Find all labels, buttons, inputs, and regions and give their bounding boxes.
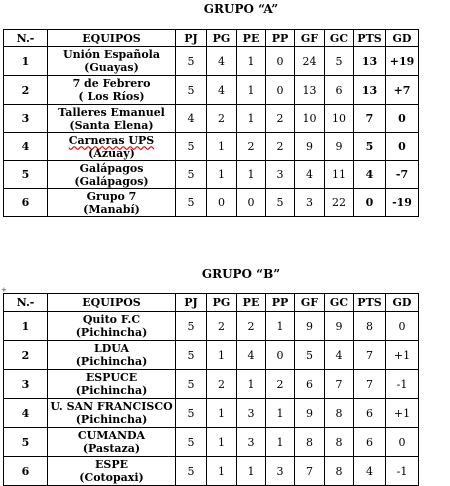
stat-pj: 5 bbox=[176, 76, 207, 105]
col-header-n: N.- bbox=[4, 294, 48, 312]
table-row bbox=[4, 133, 419, 161]
stat-pts: 13 bbox=[354, 47, 386, 76]
table-row bbox=[4, 312, 419, 341]
table-row bbox=[4, 428, 419, 457]
col-header-pg: PG bbox=[207, 294, 237, 312]
team-name: Quito F.C bbox=[82, 313, 141, 326]
stat-pj: 5 bbox=[176, 189, 207, 217]
team-province: (Pastaza) bbox=[82, 442, 141, 455]
table-row bbox=[4, 47, 419, 76]
group-b-table bbox=[3, 293, 419, 486]
stat-gd: -19 bbox=[386, 189, 419, 217]
stat-pg: 1 bbox=[207, 341, 237, 370]
stat-pts: 6 bbox=[354, 428, 386, 457]
col-header-pts: PTS bbox=[354, 30, 386, 47]
rank: 3 bbox=[4, 105, 48, 133]
team-name: LDUA bbox=[93, 342, 130, 355]
col-header-pe: PE bbox=[237, 30, 266, 47]
col-header-gc: GC bbox=[325, 294, 354, 312]
stat-pts: 4 bbox=[354, 457, 386, 486]
stat-pts: 5 bbox=[354, 133, 386, 161]
team-cell bbox=[48, 428, 176, 457]
team-province: (Guayas) bbox=[84, 61, 139, 74]
col-header-gd: GD bbox=[386, 30, 419, 47]
stat-pp: 1 bbox=[266, 312, 295, 341]
stat-pp: 0 bbox=[266, 341, 295, 370]
stat-gc: 10 bbox=[325, 105, 354, 133]
stat-pj: 5 bbox=[176, 161, 207, 189]
col-header-gf: GF bbox=[295, 294, 325, 312]
team-province: (Santa Elena) bbox=[69, 118, 154, 132]
group-a-title: GRUPO “A” bbox=[203, 2, 279, 16]
stat-pg: 1 bbox=[207, 399, 237, 428]
team-name: Galápagos bbox=[79, 161, 144, 175]
team-province: (Azuay) bbox=[88, 146, 135, 160]
stat-pp: 0 bbox=[266, 76, 295, 105]
stat-gf: 9 bbox=[295, 399, 325, 428]
stat-pj: 5 bbox=[176, 399, 207, 428]
stat-gf: 5 bbox=[295, 341, 325, 370]
stat-pts: 6 bbox=[354, 399, 386, 428]
team-cell bbox=[48, 370, 176, 399]
stat-pe: 1 bbox=[237, 161, 266, 189]
rank: 2 bbox=[4, 76, 48, 105]
stat-pts: 7 bbox=[354, 370, 386, 399]
team-province: (Cotopaxi) bbox=[79, 471, 144, 484]
rank: 6 bbox=[4, 457, 48, 486]
group-a-table bbox=[3, 29, 419, 217]
stat-pe: 3 bbox=[237, 399, 266, 428]
table-row bbox=[4, 105, 419, 133]
team-province: (Pichincha) bbox=[75, 413, 148, 426]
team-name: ESPE bbox=[95, 458, 128, 471]
stat-gf: 24 bbox=[295, 47, 325, 76]
team-cell bbox=[48, 341, 176, 370]
team-name: ESPUCE bbox=[85, 371, 138, 384]
stat-pts: 7 bbox=[354, 105, 386, 133]
table-row bbox=[4, 457, 419, 486]
stat-pj: 5 bbox=[176, 133, 207, 161]
stat-pe: 3 bbox=[237, 428, 266, 457]
stat-gf: 13 bbox=[295, 76, 325, 105]
stat-pj: 5 bbox=[176, 370, 207, 399]
table-row bbox=[4, 161, 419, 189]
stat-gc: 8 bbox=[325, 428, 354, 457]
stat-gf: 7 bbox=[295, 457, 325, 486]
col-header-equipos: EQUIPOS bbox=[48, 294, 176, 312]
col-header-pp: PP bbox=[266, 30, 295, 47]
stat-pe: 1 bbox=[237, 370, 266, 399]
stat-gc: 9 bbox=[325, 133, 354, 161]
team-name: Talleres Emanuel bbox=[58, 105, 165, 119]
stat-pj: 5 bbox=[176, 47, 207, 76]
table-row bbox=[4, 399, 419, 428]
stat-gc: 11 bbox=[325, 161, 354, 189]
stat-pp: 2 bbox=[266, 133, 295, 161]
table-row bbox=[4, 189, 419, 217]
table-header-row bbox=[4, 30, 419, 47]
team-name: 7 de Febrero bbox=[72, 77, 151, 90]
stat-pg: 1 bbox=[207, 428, 237, 457]
stat-gd: 0 bbox=[386, 428, 419, 457]
stat-gd: 0 bbox=[386, 312, 419, 341]
stat-pg: 4 bbox=[207, 76, 237, 105]
col-header-pj: PJ bbox=[176, 294, 207, 312]
stat-gc: 7 bbox=[325, 370, 354, 399]
stat-gd: +7 bbox=[386, 76, 419, 105]
col-header-gd: GD bbox=[386, 294, 419, 312]
team-cell bbox=[48, 76, 176, 105]
stat-pts: 7 bbox=[354, 341, 386, 370]
table-row bbox=[4, 341, 419, 370]
stat-gf: 9 bbox=[295, 133, 325, 161]
stat-gc: 5 bbox=[325, 47, 354, 76]
rank: 5 bbox=[4, 161, 48, 189]
stat-pg: 2 bbox=[207, 105, 237, 133]
team-cell bbox=[48, 133, 176, 161]
col-header-pe: PE bbox=[237, 294, 266, 312]
stat-pg: 0 bbox=[207, 189, 237, 217]
stat-gc: 8 bbox=[325, 399, 354, 428]
rank: 5 bbox=[4, 428, 48, 457]
stat-pp: 3 bbox=[266, 161, 295, 189]
team-province: (Pichincha) bbox=[75, 355, 148, 368]
col-header-gc: GC bbox=[325, 30, 354, 47]
rank: 2 bbox=[4, 341, 48, 370]
stat-pg: 2 bbox=[207, 312, 237, 341]
team-province: (Pichincha) bbox=[75, 326, 148, 339]
stat-pe: 1 bbox=[237, 457, 266, 486]
stat-gf: 4 bbox=[295, 161, 325, 189]
stat-pj: 5 bbox=[176, 457, 207, 486]
stat-gd: 0 bbox=[386, 133, 419, 161]
col-header-pp: PP bbox=[266, 294, 295, 312]
stat-gc: 4 bbox=[325, 341, 354, 370]
stat-pp: 0 bbox=[266, 47, 295, 76]
table-row bbox=[4, 370, 419, 399]
col-header-gf: GF bbox=[295, 30, 325, 47]
col-header-pts: PTS bbox=[354, 294, 386, 312]
stat-gc: 22 bbox=[325, 189, 354, 217]
rank: 6 bbox=[4, 189, 48, 217]
team-cell bbox=[48, 47, 176, 76]
team-name: Unión Española bbox=[63, 48, 160, 61]
stat-pe: 1 bbox=[237, 76, 266, 105]
stat-gc: 9 bbox=[325, 312, 354, 341]
stat-gf: 9 bbox=[295, 312, 325, 341]
rank: 3 bbox=[4, 370, 48, 399]
stat-pg: 1 bbox=[207, 161, 237, 189]
team-cell bbox=[48, 161, 176, 189]
stat-pts: 4 bbox=[354, 161, 386, 189]
stat-pe: 2 bbox=[237, 312, 266, 341]
stat-pp: 1 bbox=[266, 399, 295, 428]
stat-pj: 4 bbox=[176, 105, 207, 133]
stat-pp: 2 bbox=[266, 105, 295, 133]
team-name: Grupo 7 bbox=[86, 189, 137, 203]
stat-pj: 5 bbox=[176, 428, 207, 457]
team-cell bbox=[48, 105, 176, 133]
team-cell bbox=[48, 189, 176, 217]
stat-pe: 2 bbox=[237, 133, 266, 161]
team-name: U. SAN FRANCISCO bbox=[50, 400, 173, 413]
col-header-equipos: EQUIPOS bbox=[48, 30, 176, 47]
stat-gd: -1 bbox=[386, 370, 419, 399]
stat-pg: 2 bbox=[207, 370, 237, 399]
col-header-pj: PJ bbox=[176, 30, 207, 47]
col-header-n: N.- bbox=[4, 30, 48, 47]
stat-pj: 5 bbox=[176, 341, 207, 370]
stat-pp: 2 bbox=[266, 370, 295, 399]
stat-gd: -7 bbox=[386, 161, 419, 189]
stat-pp: 1 bbox=[266, 428, 295, 457]
stat-gd: +19 bbox=[386, 47, 419, 76]
stat-gf: 6 bbox=[295, 370, 325, 399]
stat-gf: 3 bbox=[295, 189, 325, 217]
stat-pe: 1 bbox=[237, 47, 266, 76]
stat-pp: 3 bbox=[266, 457, 295, 486]
team-name: CUMANDA bbox=[77, 429, 146, 442]
team-province: ( Los Ríos) bbox=[78, 90, 145, 103]
stat-pp: 5 bbox=[266, 189, 295, 217]
team-province: (Manabí) bbox=[83, 202, 140, 216]
rank: 1 bbox=[4, 47, 48, 76]
stat-gd: +1 bbox=[386, 341, 419, 370]
stat-pg: 4 bbox=[207, 47, 237, 76]
rank: 4 bbox=[4, 399, 48, 428]
team-cell bbox=[48, 457, 176, 486]
stat-gd: +1 bbox=[386, 399, 419, 428]
rank: 1 bbox=[4, 312, 48, 341]
stat-pg: 1 bbox=[207, 133, 237, 161]
stat-pe: 1 bbox=[237, 105, 266, 133]
stat-pj: 5 bbox=[176, 312, 207, 341]
stat-gf: 8 bbox=[295, 428, 325, 457]
table-row bbox=[4, 76, 419, 105]
team-name: Carneras UPS bbox=[68, 133, 155, 147]
stat-pts: 13 bbox=[354, 76, 386, 105]
stat-pe: 0 bbox=[237, 189, 266, 217]
rank: 4 bbox=[4, 133, 48, 161]
stat-pts: 8 bbox=[354, 312, 386, 341]
stat-gc: 6 bbox=[325, 76, 354, 105]
team-province: (Pichincha) bbox=[75, 384, 148, 397]
page-marker: + bbox=[1, 286, 7, 294]
stat-pe: 4 bbox=[237, 341, 266, 370]
stat-gd: -1 bbox=[386, 457, 419, 486]
stat-pts: 0 bbox=[354, 189, 386, 217]
stat-gd: 0 bbox=[386, 105, 419, 133]
stat-pg: 1 bbox=[207, 457, 237, 486]
stat-gc: 8 bbox=[325, 457, 354, 486]
table-header-row bbox=[4, 294, 419, 312]
team-cell bbox=[48, 312, 176, 341]
team-province: (Galápagos) bbox=[74, 174, 149, 188]
team-cell bbox=[48, 399, 176, 428]
group-b-title: GRUPO “B” bbox=[201, 267, 281, 281]
col-header-pg: PG bbox=[207, 30, 237, 47]
stat-gf: 10 bbox=[295, 105, 325, 133]
